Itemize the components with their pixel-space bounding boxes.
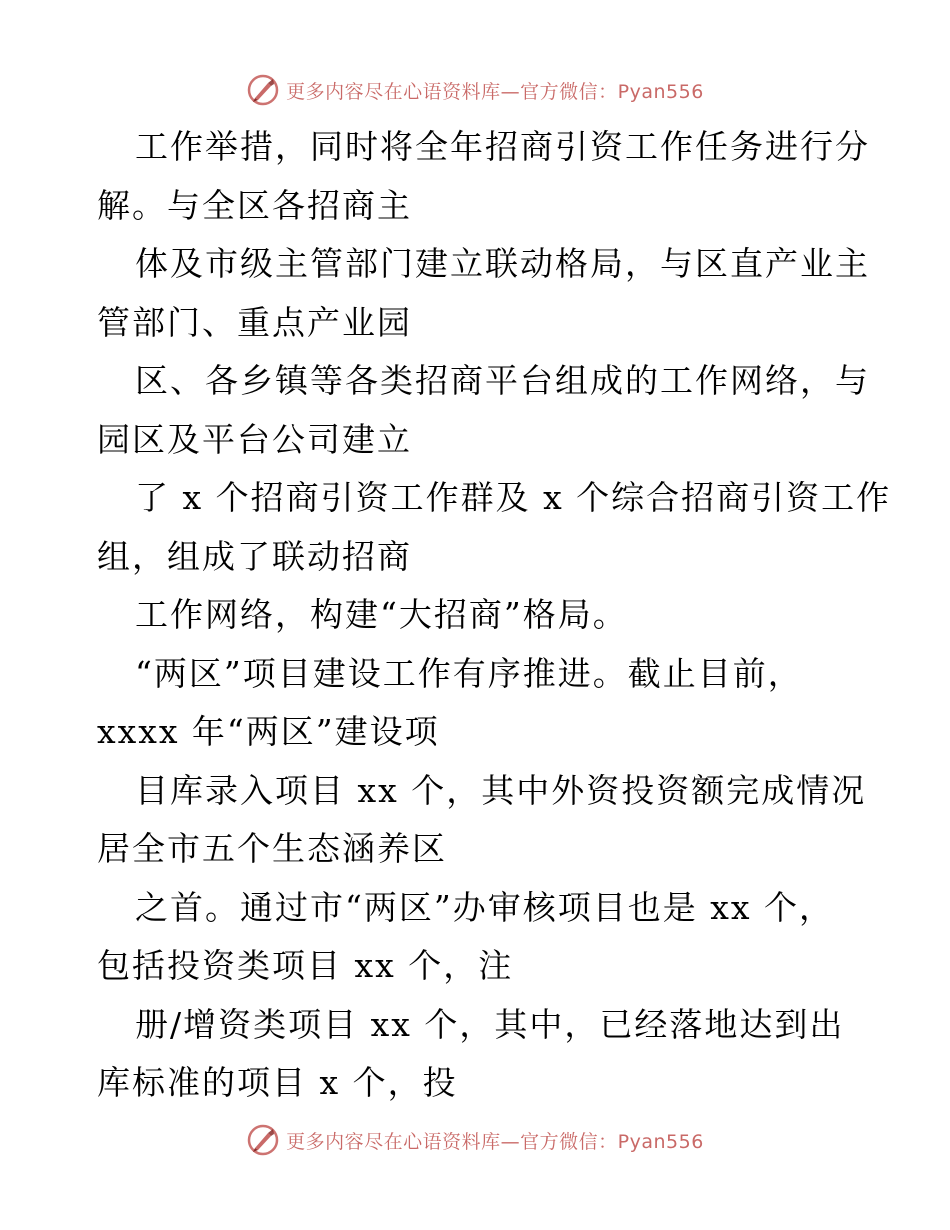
text-line: 区、各乡镇等各类招商平台组成的工作网络，与 [135,361,870,400]
text-line: 解。与全区各招商主 [97,185,412,225]
text-line: 体及市级主管部门建立联动格局，与区直产业主 [135,244,870,283]
watermark-footer-inner [246,1123,704,1157]
text-line: 工作举措，同时将全年招商引资工作任务进行分 [135,127,870,166]
watermark-footer-text: 更多内容尽在心语资料库—官方微信：Pyan556 [286,1130,704,1153]
watermark-footer [0,1120,950,1160]
text-line: 居全市五个生态涵养区 [97,829,447,868]
text-line: 包括投资类项目 xx 个，注 [97,946,514,985]
text-line: xxxx 年“两区”建设项 [97,712,440,751]
watermark-header [0,70,950,110]
text-line: 册/增资类项目 xx 个，其中，已经落地达到出 [135,1004,845,1044]
text-line: “两区”项目建设工作有序推进。截止目前， [135,653,803,693]
text-line: 管部门、重点产业园 [97,302,412,342]
feather-pen-logo-icon [246,1123,280,1157]
text-line: 目库录入项目 xx 个，其中外资投资额完成情况 [135,770,867,810]
text-line: 了 x 个招商引资工作群及 x 个综合招商引资工作 [135,478,892,517]
text-line: 工作网络，构建“大招商”格局。 [135,595,628,634]
document-body [97,118,892,1113]
watermark-header-text: 更多内容尽在心语资料库—官方微信：Pyan556 [286,80,704,103]
text-line: 库标准的项目 x 个，投 [97,1063,458,1102]
text-line: 组，组成了联动招商 [97,536,412,576]
feather-pen-logo-icon [246,73,280,107]
text-line: 园区及平台公司建立 [97,419,412,459]
watermark-header-inner [246,73,704,107]
text-line: 之首。通过市“两区”办审核项目也是 xx 个， [135,887,834,927]
